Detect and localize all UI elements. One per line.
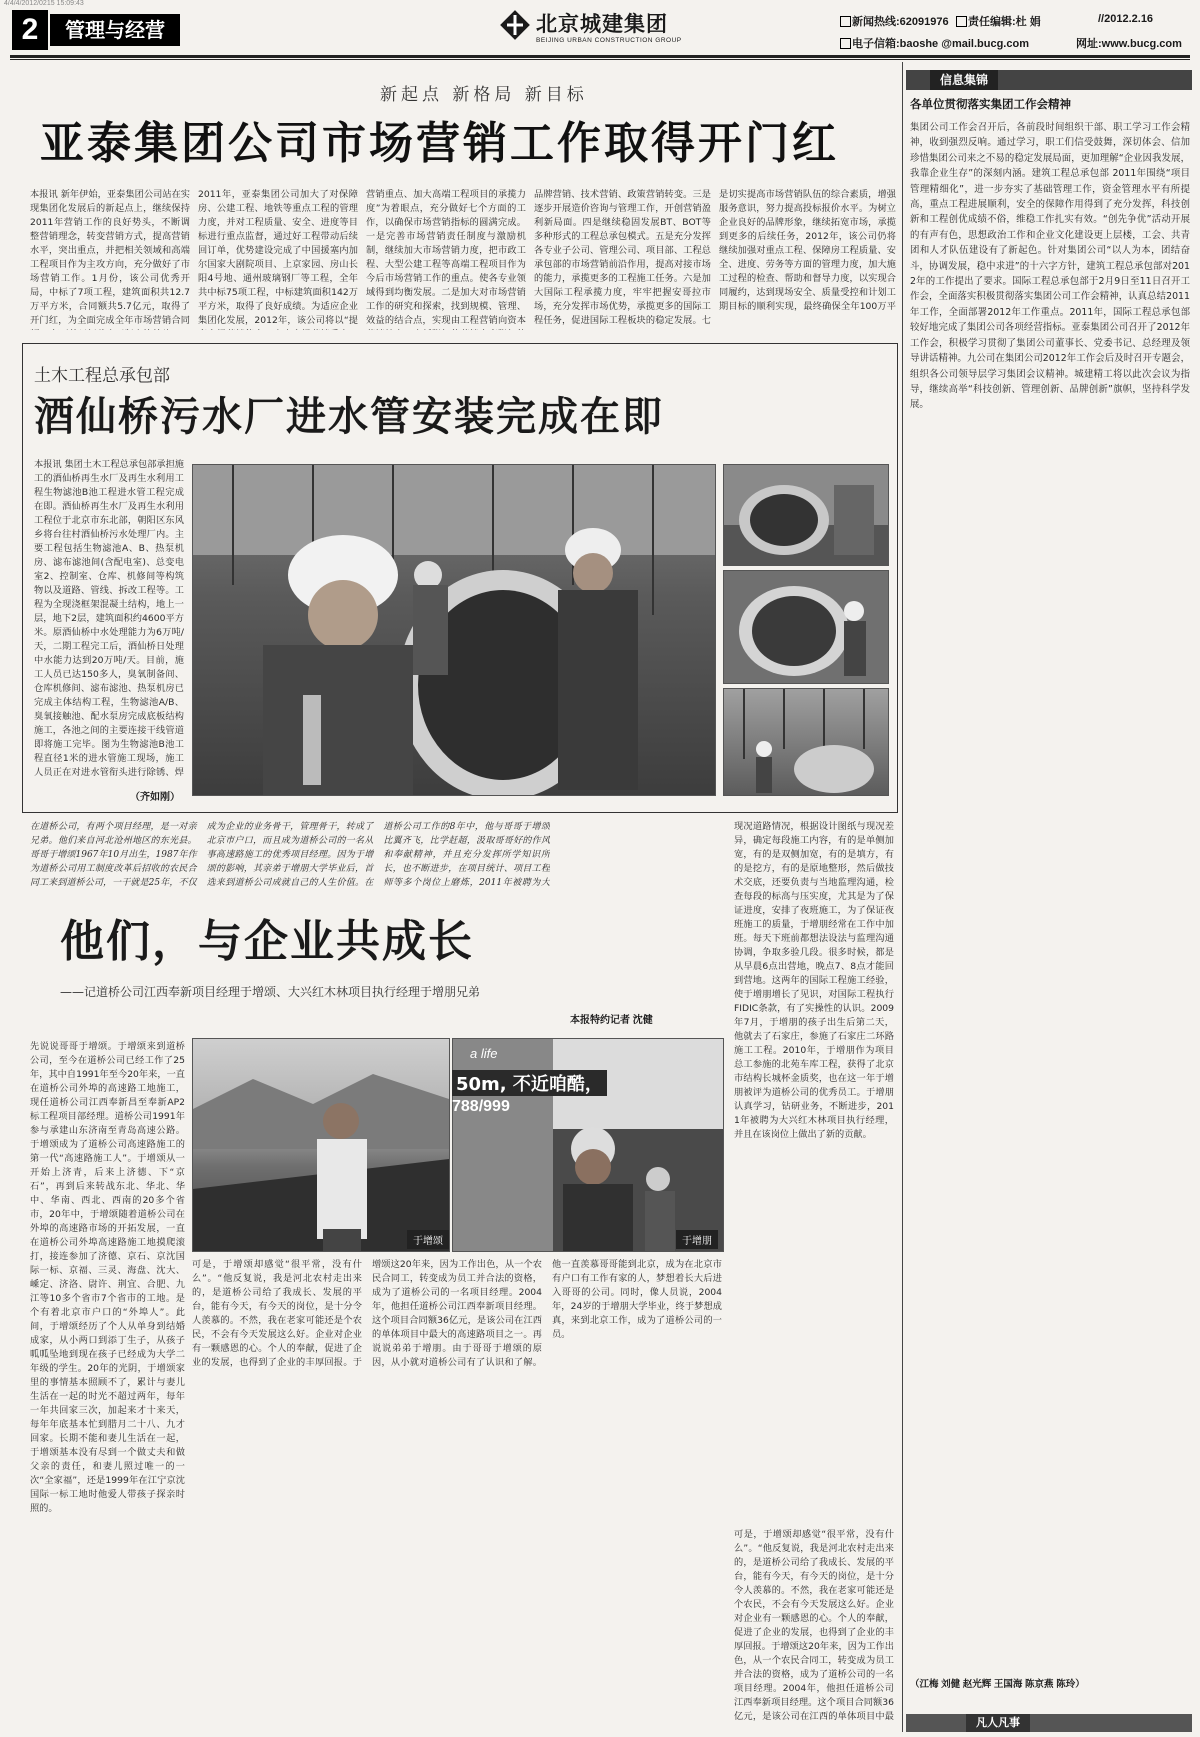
article1-column-4: 品牌营销、技术营销、政策营销转变。三是逐步开展造价咨询与管理工作，开创营销盈利新局面。四是继续稳固发展BT、BOT等多种形式的工程总承包模式。五是充分发挥各专业子公司、管理公司、项目部、工程总承包部的市场营销前沿作用，提高对接市场的能力，承揽更多的工程施工任务。六是加大国际工程承揽力度，牢牢把握安哥拉市场，充分发挥市场优势，承揽更多的国际工程任务，促进国际工程板块的稳定发展。七是切实提高市场营销队伍的综合素质，增强服务意识，努力提高投标报价水平。为树立企业良好的品牌形象，继续拓宽市场，承揽到更多的后续任务，2012年，该公司仍将继续加强对重点工程、保障房工程质量、安全、进度、劳务等方面的管理力度，加大施工过程的检查、帮助和督导力度，以实现合同履约，达到现场安全、质量受控和计划工期目标的顺利实现，最终确保全年100万平 <box>534 189 896 326</box>
section-title: 管理与经营 <box>50 14 180 46</box>
article1-headline: 亚泰集团公司市场营销工作取得开门红 <box>40 118 839 169</box>
article3-body-right: 现况道路情况，根据设计图纸与现况差异，确定每段施工内容，有的是单侧加宽，有的是双侧加宽，有的是填方，有的是挖方，有的是原地整形，然后做技术交底，还要负责与当地监理沟通，检查每段的标高与压实度，尤其是为了保证进度，安排了夜班施工，为了保证夜班施工的质量，于增朋经常在工作中加班。每天下班前都想法设法与监理沟通协调，争取多验几段。很多时候，都是从早晨6点出营地，晚点7、8点才能回到营地。这两年的国际工程施工经验，使于增朋增长了见识，对国际工程执行FIDIC条款，有了实操性的认识。2009年7月，于增朋的孩子出生后第二天，他就去了石家庄，参施了石家庄二环路施工工程。2010年，于增朋作为项目总工参施的北苑车库工程，获得了北京市结构长城杯金质奖，也在这一年于增朋被评为道桥公司的优秀员工。于增朋认真学习，钻研业务，不断进步，2011年被聘为大兴红木林项目执行经理，并且在该岗位上做出了新的贡献。 <box>734 821 894 1140</box>
sidebar-divider <box>902 62 903 1732</box>
checkbox-icon <box>840 16 851 27</box>
site-photo-3 <box>723 688 889 796</box>
header-rule-thin <box>10 59 1190 60</box>
article2-body: 本报讯 集团土木工程总承包部承担施工的酒仙桥再生水厂及再生水利用工程生物滤池B池工程进水管工程完成在即。酒仙桥再生水厂及再生水利用工程位于北京市东北部，朝阳区东风乡将台往村酒仙桥污水处理厂内。主要工程包括生物滤池A、B、热泵机房、滤布滤池间(含配电室)、总变电室2、控制室、仓库、机修间等构筑物以及道路、管线、拆改工程等。工程为全现浇框架混凝土结构，地上一层，地下2层，建筑面积约4600平方米。原酒仙桥中水处理能力为6万吨/天，二期工程完工后，酒仙桥日处理中水能力达到20万吨/天。目前，施工人员已达150多人，臭氧制备间、仓库机修间、滤布滤池、热泵机房已完成主体结构工程，生物滤池A/B、臭氧接触池、配水泵房完成底板结构施工，各池之间的主要连接干线管道即将施工完毕。图为生物滤池B池工程直径1米的进水管施工现场，施工人员正在对进水管衔头进行除锈、焊 <box>34 459 184 778</box>
photo-caption-right: 于增朋 <box>676 1230 718 1249</box>
checkbox-icon <box>956 16 967 27</box>
article1-column-2: 2011年，亚泰集团公司加大了对保障房、公建工程、地铁等重点工程的管理力度，并对工程质量、安全、进度等目标进行重点监督，通过好工程带动后续回订单，优势建设完成了中国援塞内加尔国家大剧院项目、上京家园、房山长阳4号地、通州玻璃钢厂等工程，全年共中标75项工程，中标建筑面积142万平方米，取得了良好成绩。为适应企业集团化发展，2012年，该公司将以“提 <box>198 189 358 326</box>
sidebar-byline: （江梅 刘健 赵光辉 王国海 陈京燕 陈玲） <box>910 1679 1085 1690</box>
article3-body-left: 先说说哥哥于增颂。于增颂来到道桥公司，至今在道桥公司已经工作了25年，其中自1991年至今20年来，一直在道桥公司外埠的高速路工地施工，现任道桥公司江西奉新昌至奉新AP2标工程项目部经理。道桥公司1991年参与承建山东济南至青岛高速公路。于增颂成为了道桥公司高速路施工的第一代“高速路施工人”。于增颂从一开始上济青，后来上济德、下“京石”，再到后来转战东北、华北、华中、华南、西北、西南的20多个省市，20年中，于增颂随着道桥公司在外埠的高速路市场的开拓发展，一直在道桥公司外埠高速路施工地摸爬滚打，接连参加了济德、京石、京沈国际一标、京福、三灵、海盘、沈大、嵊定、济洛、尉许、荆宜、合肥、九江等10多个省市7个省市的工地。是个有着北京市户口的“外埠人”。此间，于增颂经历了个人从单身到结婚成家，从小两口到添丁生子，从孩子呱呱坠地到现在孩子已经成为大学二年级的学生。20年的光阴，于增颂家里的事情基本照顾不了，累计与妻儿生活在一起的时光不超过两年，每年一年共回家三次，加起来才十来天，每年年底基本忙到腊月二十八、九才回家。长期不能和妻儿生活在一起，于增颂基本没有尽到一个做丈夫和做父亲的责任，和妻儿照过唯一的一次“全家福”，还是1999年在江宁京沈国际一标工地时他爱人带孩子探亲时照的。 <box>30 1041 185 1514</box>
article2-kicker: 土木工程总承包部 <box>34 366 170 386</box>
photo-caption-left: 于增颂 <box>407 1230 449 1249</box>
print-info: 4/4/4/2012/0215 15:09:43 <box>4 0 84 7</box>
sidebar-footer-header <box>906 1714 1192 1732</box>
bucg-logo-icon <box>500 10 530 40</box>
site-photo-2 <box>723 570 889 684</box>
sidebar-footer-label: 凡人凡事 <box>966 1714 1030 1732</box>
billboard-text-1: a life <box>470 1046 498 1061</box>
article3-body-mid: 可是，于增颂却感觉“很平常，没有什么”。“他反复说，我是河北农村走出来的，是道桥公司给了我成长、发展的平台，能有今天，有今天的岗位，是十分令人羡慕的。不然，我在老家可能还是个农民，不会有今天发展这么好。企业对企业有一颗感恩的心。个人的奉献，促进了企业的发展，也得到了企业的丰厚回报。于增颂这20年来，因为工作出色，从一个农民合同工，转变成为员工并合法的资格，成为了道桥公司的一名项目经理。2004年，他担任道桥公司江西奉新项目经理。这个项目合同额36亿元，是该公司在江西的单体项目中最大的高速路项目之一。再说说弟弟于增朋。由于哥哥于增颂的原因，从小就对道桥公司有了认识和了解。他一直羡慕哥哥能到北京，成为在北京市有户口有工作有家的人，梦想着长大后进入哥哥的公司。同时，像人员说，2004年，24岁的于增朋大学毕业，终于梦想成真，来到北京工作，成为了道桥公司的一员。 <box>192 1259 722 1368</box>
issue-date: //2012.2.16 <box>1098 13 1154 25</box>
article2-byline: （齐如刚） <box>130 792 180 803</box>
page-number: 2 <box>12 10 48 50</box>
checkbox-icon <box>840 38 851 49</box>
pipe-welding-photo <box>192 464 716 796</box>
article1-kicker: 新起点 新格局 新目标 <box>380 85 588 105</box>
billboard-text-2: 50m, 不近咱酷， <box>452 1070 607 1096</box>
hotline: 新闻热线:62091976 <box>852 16 949 28</box>
billboard-text-3: 788/999 <box>452 1098 510 1115</box>
sidebar-section-label: 信息集锦 <box>930 70 998 90</box>
logo-subtitle: BEIJING URBAN CONSTRUCTION GROUP <box>536 37 682 44</box>
header-rule <box>10 55 1190 58</box>
article3-intro: 在道桥公司，有两个项目经理，是一对亲兄弟。他们来自河北沧州地区的东光县。哥哥于增颂1967年10月出生，1987年作为道桥公司用工制度改革后招收的农民合同工来到道桥公司，一干就是25年，不仅成为企业的业务骨干，管理骨干，转成了北京市户口，而且成为道桥公司的一名从事高速路施工的优秀项目经理。因为于增颂的影响，其亲弟于增朋大学毕业后，首选来到道桥公司成就自己的人生价值。在道桥公司工作的8年中，他与哥哥于增颂比翼齐飞，比学赶超，汲取哥哥好的作风和奉献精神，并且充分发挥所学知识所长，也不断进步，在项目统计、项目工程师等多个岗位上磨炼，2011年被聘为大 <box>30 822 550 888</box>
sidebar-body: 集团公司工作会召开后，各前段时间组织干部、职工学习工作会精神，收到强烈反响。通过学习，职工们信受鼓舞，深切体会、信加珍惜集团公司来之不易的稳定发展局面，更加理解“企业因我发展，我靠企业生存”的深刻内涵。建筑工程总承包部 2011年围绕“项目管理精细化”，进一步夯实了基础管理工作，资金管理水平有所提高，重点工程进展顺利，安全的保障作用得到了充分发挥，科技创新和工程创优成绩不俗，维稳工作扎实有效。“创先争优”活动开展的有声有色，思想政治工作和企业文化建设更上层楼，工会、共青团和人才队伍建设有了新起色。针对集团公司“以人为本，团结奋斗，协调发展，稳中求进”的十六字方针，建筑工程总承包部对2012年的工作提出了要求。国际工程总承包部于2月9日至11日召开工作会，全面落实积极贯彻落实集团公司工作会精神，认真总结2011年工作，全面部署2012年工作重点。2011年，国际工程总承包部较好地完成了集团公司各项经营指标。亚泰集团公司召开了2012年工作会，积极学习贯彻了集团公司董事长、党委书记、总经理及领导讲话精神。九公司在集团公司2012年工作会后及时召开专题会，组织各公司领导层学习集团会议精神。城建精工将以此次会议为指导，继续高举“科技创新、管理创新、品牌创新”旗帜，坚持科学发展。 <box>910 122 1190 411</box>
article3-headline: 他们，与企业共成长 <box>60 916 474 967</box>
article2-headline: 酒仙桥污水厂进水管安装完成在即 <box>34 393 664 440</box>
sidebar-headline: 各单位贯彻落实集团工作会精神 <box>910 97 1071 111</box>
website: 网址:www.bucg.com <box>1076 38 1182 50</box>
site-photo-1 <box>723 464 889 566</box>
yu-zengsong-photo <box>192 1038 450 1252</box>
article1-column-3: 营销重点、加大高端工程项目的承揽力度”为着眼点，充分做好七个方面的工作，以确保市场营销指标的圆满完成。一是完善市场营销责任制度与激励机制，继续加大市场营销力度，把市政工程、大型公建工程等高端工程项目作为今后市场营销工作的重点。使各专业领域得到均衡发展。二是加大对市场营销工作的研究和探索，找到规模、管理、效益的结合点，实现由工程营销向资本 <box>366 189 526 326</box>
logo-title: 北京城建集团 <box>536 12 668 36</box>
article1-column-1: 本报讯 新年伊始，亚泰集团公司站在实现集团化发展后的新起点上，继续保持2011年营销工作的良好势头，不断调整营销理念，转变营销方式，提高营销水平，突出重点，并把相关领域和高端工程项目作为主攻方向，充分做好了市场营销工作。1月份，该公司优秀开局，中标了7项工程，建筑面积共12.7万平方米，合同额共5.7亿元，取得了开门红，为全面完成全年市场营销合同 <box>30 189 190 326</box>
sidebar-section-header <box>906 70 1192 90</box>
article3-byline: 本报特约记者 沈健 <box>570 1015 653 1026</box>
email: 电子信箱:baoshe @mail.bucg.com <box>852 38 1029 50</box>
article3-subtitle: ——记道桥公司江西奉新项目经理于增颂、大兴红木林项目执行经理于增朋兄弟 <box>60 985 481 999</box>
editor: 责任编辑:杜 娟 <box>968 16 1041 28</box>
article3-body-right-extra: 可是，于增颂却感觉“很平常，没有什么”。“他反复说，我是河北农村走出来的，是道桥公司给了我成长、发展的平台，能有今天，有今天的岗位，是十分令人羡慕的。不然，我在老家可能还是个农民，不会有今天发展这么好。企业对企业有一颗感恩的心。个人的奉献，促进了企业的发展，也得到了企业的丰厚回报。于增颂这20年来，因为工作出色，从一个农民合同工，转变成为员工并合法的资格，成为了道桥公司的一名项目经理。2004年，他担任道桥公司江西奉新项目经理。这个项目合同额36亿元，是该公司在江西的单体项目中最 <box>734 1529 894 1722</box>
